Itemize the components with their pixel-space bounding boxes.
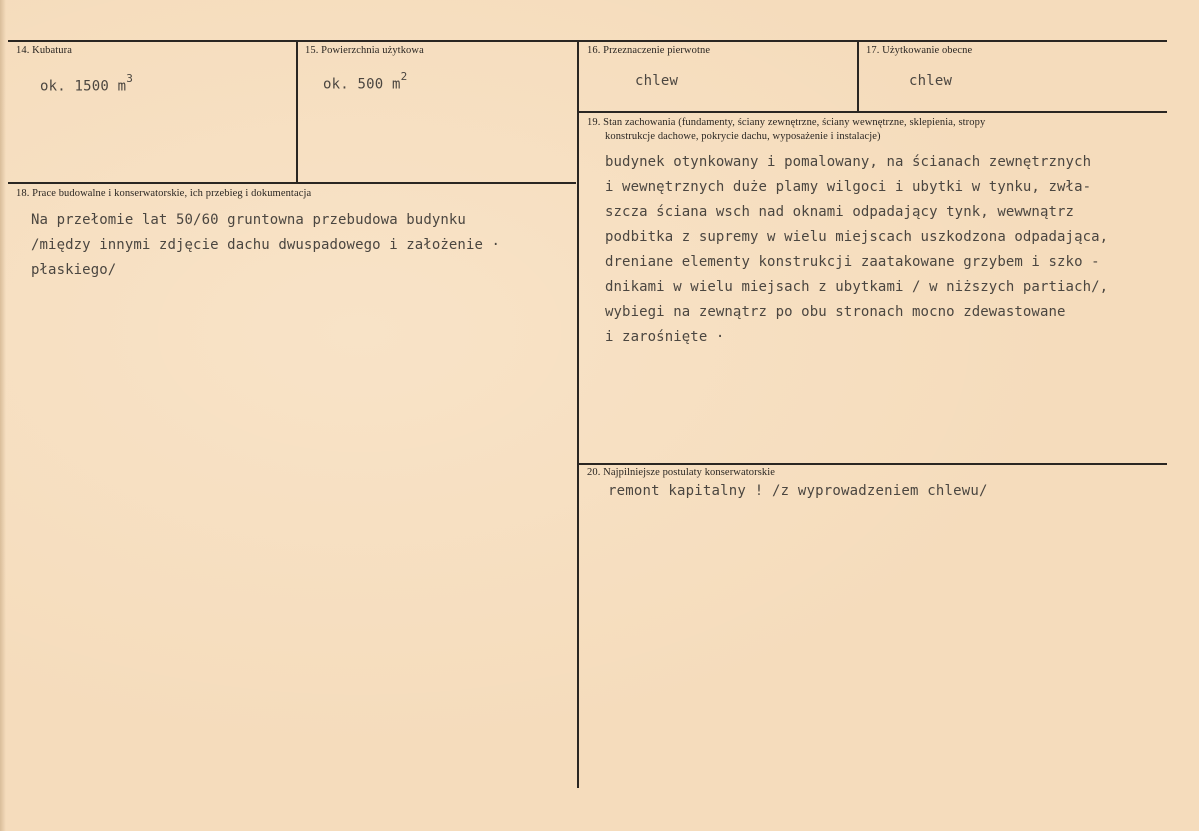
field-19-label — [587, 116, 985, 144]
field-16-value: chlew — [635, 73, 679, 89]
field-19-line: dnikami w wielu miejsach z ubytkami / w niższych partiach/, — [605, 279, 1109, 295]
divider-main — [577, 40, 579, 788]
field-19-line: podbitka z supremy w wielu miejscach uszkodzona odpadająca, — [605, 229, 1109, 245]
field-15-value-exponent: 2 — [400, 70, 408, 83]
field-14-value-text: ok. 1500 m — [40, 78, 127, 95]
card-edge-shadow — [0, 0, 6, 831]
top-rule — [8, 40, 1167, 42]
field-14-value-exponent: 3 — [126, 72, 134, 85]
field-20-value: remont kapitalny ! /z wyprowadzeniem chlewu/ — [608, 483, 988, 499]
field-14-label: 14. Kubatura — [16, 45, 73, 56]
field-18-line: /między innymi zdjęcie dachu dwuspadowego i założenie · — [31, 237, 501, 253]
field-19-line: szcza ściana wsch nad oknami odpadający tynk, wewwnątrz — [605, 204, 1075, 220]
field-15-value-text: ok. 500 m — [323, 76, 401, 93]
field-19-line: i wewnętrznych duże plamy wilgoci i ubytki w tynku, zwła- — [605, 179, 1092, 195]
field-15-label: 15. Powierzchnia użytkowa — [305, 45, 424, 56]
field-16-label: 16. Przeznaczenie pierwotne — [587, 45, 711, 56]
field-19-label-line: 19. Stan zachowania (fundamenty, ściany zewnętrzne, ściany wewnętrzne, sklepienia, stropy — [587, 117, 986, 128]
field-18-text — [31, 208, 500, 283]
field-18-line: płaskiego/ — [31, 262, 117, 278]
field-19-line: i zarośnięte · — [605, 329, 725, 345]
field-20-label: 20. Najpilniejsze postulaty konserwatorskie — [587, 467, 776, 478]
field-17-value: chlew — [909, 73, 953, 89]
field-19-line: dreniane elementy konstrukcji zaatakowane grzybem i szko - — [605, 254, 1100, 270]
field-19-text — [605, 150, 1108, 350]
field-19-line: budynek otynkowany i pomalowany, na ścianach zewnętrznych — [605, 154, 1092, 170]
field-17-label: 17. Użytkowanie obecne — [866, 45, 973, 56]
field-18-line: Na przełomie lat 50/60 gruntowna przebudowa budynku — [31, 212, 466, 228]
rule-below-16-17 — [578, 111, 1167, 113]
field-19-label-line: konstrukcje dachowe, pokrycie dachu, wyposażenie i instalacje) — [605, 131, 881, 142]
field-19-line: wybiegi na zewnątrz po obu stronach mocno zdewastowane — [605, 304, 1066, 320]
rule-below-19 — [578, 463, 1167, 465]
field-14-value — [40, 72, 134, 95]
field-15-value — [323, 70, 408, 93]
divider-14-15 — [296, 40, 298, 183]
field-18-label: 18. Prace budowalne i konserwatorskie, ich przebieg i dokumentacja — [16, 188, 312, 199]
divider-16-17 — [857, 40, 859, 112]
rule-below-14-15 — [8, 182, 576, 184]
